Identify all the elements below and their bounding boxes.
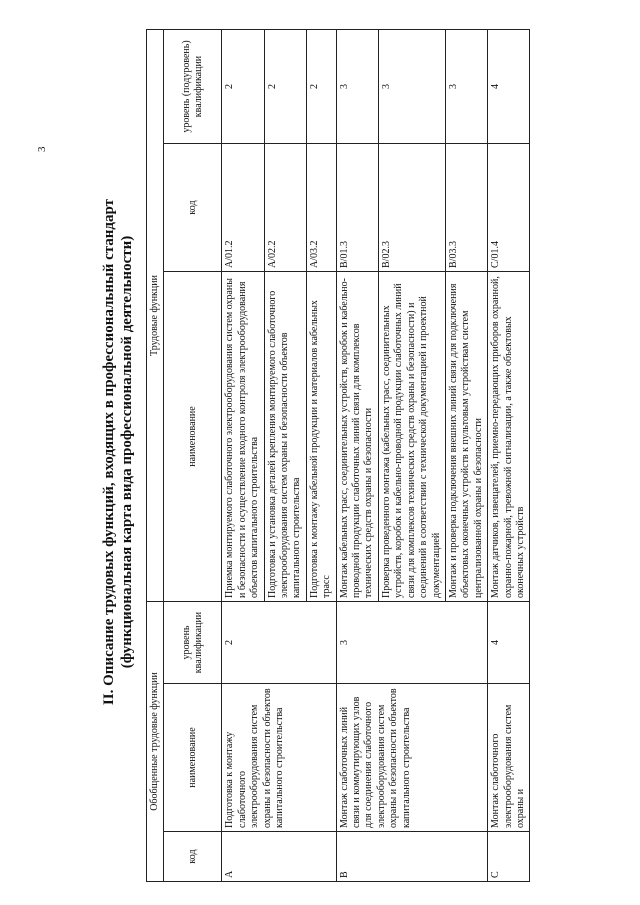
function-code: A/03.2 bbox=[306, 144, 336, 272]
function-level: 4 bbox=[488, 30, 530, 144]
functional-map-table bbox=[146, 29, 530, 882]
function-code: B/01.3 bbox=[336, 144, 378, 272]
group-level: 2 bbox=[222, 602, 336, 684]
group-level: 3 bbox=[336, 602, 487, 684]
function-level: 2 bbox=[222, 30, 264, 144]
function-level: 3 bbox=[336, 30, 378, 144]
function-name: Подготовка к монтажу кабельной продукции и материалов кабельных трасс bbox=[306, 272, 336, 602]
function-level: 3 bbox=[445, 30, 487, 144]
group-code: B bbox=[336, 832, 487, 882]
header-name: наименование bbox=[164, 684, 222, 832]
header-level: уровень квалификации bbox=[164, 602, 222, 684]
header-labor-functions: Трудовые функции bbox=[147, 30, 164, 602]
function-name: Монтаж датчиков, извещателей, приемно-передающих приборов охранной, охранно-пожарной, тревожной сигнализации, а также объектовых оконечных устройств bbox=[488, 272, 530, 602]
table-row bbox=[336, 30, 378, 882]
function-name: Проверка проведенного монтажа (кабельных трасс, соединительных устройств, коробок и кабельно-проводной продукции слаботочных линий связи для комплексов технических средств охраны и безопасности) и соединений в соответствии с технической документацией и проектной документацией bbox=[378, 272, 445, 602]
title-line-2: (функциональная карта вида профессиональной деятельности) bbox=[119, 235, 135, 669]
table-row bbox=[488, 30, 530, 882]
document-sheet bbox=[100, 22, 620, 882]
function-level: 3 bbox=[378, 30, 445, 144]
page-number: 3 bbox=[36, 146, 48, 152]
function-code: A/02.2 bbox=[264, 144, 306, 272]
function-name: Монтаж и проверка подключения внешних линий связи для подключения объектовых оконечных устройств к пультовым устройствам систем централизованной охраны и безопасности bbox=[445, 272, 487, 602]
header-sublevel: уровень (подуровень) квалификации bbox=[164, 30, 222, 144]
header-name-2: наименование bbox=[164, 272, 222, 602]
function-name: Подготовка и установка деталей крепления монтируемого слаботочного электрооборудования систем охраны и безопасности объектов капитального строительства bbox=[264, 272, 306, 602]
table-row bbox=[222, 30, 264, 882]
header-generalized-functions: Обобщенные трудовые функции bbox=[147, 602, 164, 882]
function-code: B/03.3 bbox=[445, 144, 487, 272]
header-row-2 bbox=[164, 30, 222, 882]
document-title bbox=[100, 22, 136, 882]
function-level: 2 bbox=[306, 30, 336, 144]
group-code: C bbox=[488, 832, 530, 882]
title-line-1: II. Описание трудовых функций, входящих в профессиональный стандарт bbox=[101, 198, 117, 706]
group-level: 4 bbox=[488, 602, 530, 684]
header-row-1 bbox=[147, 30, 164, 882]
function-code: C/01.4 bbox=[488, 144, 530, 272]
group-name: Монтаж слаботочного электрооборудования систем охраны и bbox=[488, 684, 530, 832]
group-name: Подготовка к монтажу слаботочного электрооборудования систем охраны и безопасности объектов капитального строительства bbox=[222, 684, 336, 832]
function-name: Монтаж кабельных трасс, соединительных устройств, коробок и кабельно-проводной продукции слаботочных линий связи для комплексов технических средств охраны и безопасности bbox=[336, 272, 378, 602]
group-name: Монтаж слаботочных линий связи и коммутирующих узлов для соединения слаботочного электрооборудования систем охраны и безопасности объектов капитального строительства bbox=[336, 684, 487, 832]
header-code: код bbox=[164, 832, 222, 882]
group-code: A bbox=[222, 832, 336, 882]
function-code: A/01.2 bbox=[222, 144, 264, 272]
header-code-2: код bbox=[164, 144, 222, 272]
function-code: B/02.3 bbox=[378, 144, 445, 272]
function-name: Приемка монтируемого слаботочного электрооборудования систем охраны и безопасности и осуществление входного контроля электрооборудования объектов капитального строительства bbox=[222, 272, 264, 602]
function-level: 2 bbox=[264, 30, 306, 144]
